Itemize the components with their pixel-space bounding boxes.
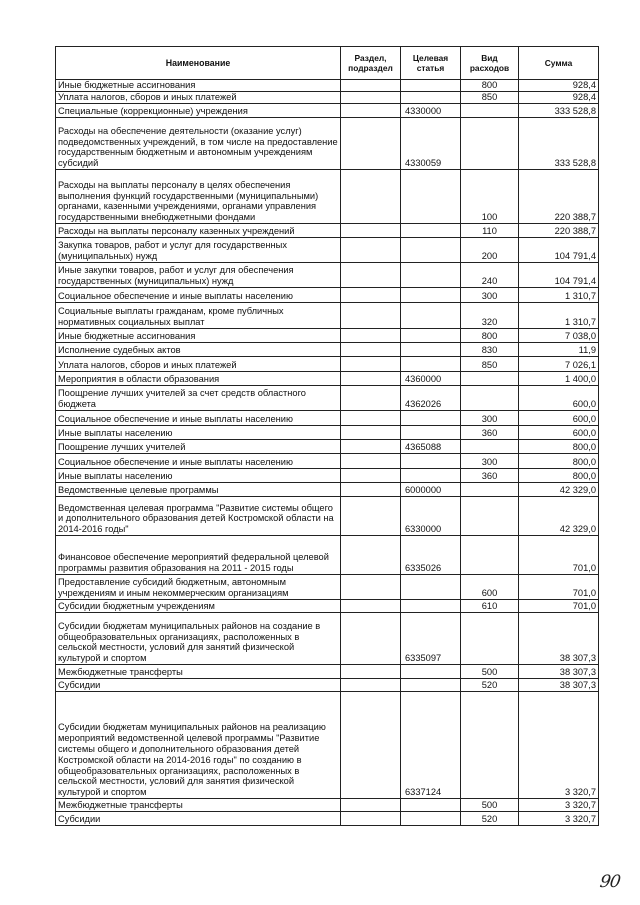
row-amount: 600,0: [519, 426, 599, 440]
row-section: [341, 80, 401, 92]
row-name: Специальные (коррекционные) учреждения: [56, 104, 341, 118]
page-number: 90: [598, 872, 622, 892]
row-name: Предоставление субсидий бюджетным, автономным учреждениям и иным некоммерческим организациям: [56, 575, 341, 600]
row-section: [341, 329, 401, 343]
row-name: Мероприятия в области образования: [56, 372, 341, 386]
row-amount: 104 791,4: [519, 263, 599, 288]
row-target: [401, 80, 461, 92]
table-row: [56, 600, 599, 613]
table-row: [56, 386, 599, 411]
header-target: Целевая статья: [401, 47, 461, 80]
row-section: [341, 426, 401, 440]
row-kind: 830: [461, 343, 519, 357]
row-kind: [461, 118, 519, 170]
row-target: [401, 263, 461, 288]
row-target: [401, 288, 461, 303]
table-row: [56, 118, 599, 170]
row-section: [341, 679, 401, 692]
row-kind: [461, 497, 519, 536]
table-row: [56, 238, 599, 263]
row-kind: 800: [461, 329, 519, 343]
header-section: Раздел, подраздел: [341, 47, 401, 80]
row-amount: 38 307,3: [519, 613, 599, 665]
row-section: [341, 469, 401, 483]
row-target: [401, 799, 461, 812]
table-row: [56, 80, 599, 92]
table-row: [56, 426, 599, 440]
row-amount: 11,9: [519, 343, 599, 357]
row-kind: [461, 536, 519, 575]
row-name: Иные бюджетные ассигнования: [56, 329, 341, 343]
row-name: Уплата налогов, сборов и иных платежей: [56, 357, 341, 372]
table-row: [56, 329, 599, 343]
row-section: [341, 575, 401, 600]
row-kind: [461, 372, 519, 386]
row-amount: 928,4: [519, 92, 599, 104]
row-amount: 38 307,3: [519, 665, 599, 679]
table-row: [56, 372, 599, 386]
row-target: 4330000: [401, 104, 461, 118]
row-target: [401, 665, 461, 679]
table-row: [56, 357, 599, 372]
row-amount: 38 307,3: [519, 679, 599, 692]
row-kind: [461, 613, 519, 665]
row-name: Иные закупки товаров, работ и услуг для обеспечения государственных (муниципальных) нужд: [56, 263, 341, 288]
row-name: Субсидии бюджетам муниципальных районов на реализацию мероприятий ведомственной целевой программы "Развитие системы общего и дополнительного образования детей Костромской области на 2014-2016 годы" по созданию в общеобразовательных организациях, расположенных в сельской местности, условий для занятия физической культурой и спортом: [56, 692, 341, 799]
row-amount: 1 310,7: [519, 303, 599, 329]
row-kind: [461, 440, 519, 454]
row-kind: 520: [461, 812, 519, 826]
row-target: [401, 600, 461, 613]
row-amount: 800,0: [519, 454, 599, 469]
row-kind: 300: [461, 288, 519, 303]
row-name: Закупка товаров, работ и услуг для государственных (муниципальных) нужд: [56, 238, 341, 263]
row-kind: 500: [461, 665, 519, 679]
row-kind: 240: [461, 263, 519, 288]
table-row: [56, 536, 599, 575]
table-row: [56, 665, 599, 679]
table-row: [56, 288, 599, 303]
row-section: [341, 454, 401, 469]
row-amount: 3 320,7: [519, 799, 599, 812]
row-section: [341, 238, 401, 263]
row-name: Иные выплаты населению: [56, 426, 341, 440]
row-section: [341, 263, 401, 288]
row-section: [341, 104, 401, 118]
row-target: [401, 224, 461, 238]
row-target: [401, 411, 461, 426]
row-target: [401, 426, 461, 440]
row-section: [341, 497, 401, 536]
row-kind: [461, 104, 519, 118]
row-target: 6337124: [401, 692, 461, 799]
row-name: Социальное обеспечение и иные выплаты населению: [56, 288, 341, 303]
row-kind: [461, 483, 519, 497]
table-row: [56, 799, 599, 812]
row-target: 6335097: [401, 613, 461, 665]
row-name: Социальное обеспечение и иные выплаты населению: [56, 454, 341, 469]
row-name: Расходы на выплаты персоналу в целях обеспечения выполнения функций государственными (муниципальными) органами, казенными учреждениями, органами управления государственными внебюджетными фондами: [56, 170, 341, 224]
row-name: Финансовое обеспечение мероприятий федеральной целевой программы развития образования на 2011 - 2015 годы: [56, 536, 341, 575]
row-target: 6335026: [401, 536, 461, 575]
row-section: [341, 343, 401, 357]
row-kind: 360: [461, 469, 519, 483]
row-target: [401, 303, 461, 329]
row-section: [341, 372, 401, 386]
table-row: [56, 343, 599, 357]
header-amount: Сумма: [519, 47, 599, 80]
row-name: Расходы на обеспечение деятельности (оказание услуг) подведомственных учреждений, в том числе на предоставление государственным бюджетным и автономным учреждениям субсидий: [56, 118, 341, 170]
row-amount: 701,0: [519, 600, 599, 613]
table-row: [56, 170, 599, 224]
row-kind: [461, 386, 519, 411]
row-target: 6000000: [401, 483, 461, 497]
row-section: [341, 600, 401, 613]
row-kind: 850: [461, 92, 519, 104]
row-section: [341, 357, 401, 372]
row-amount: 220 388,7: [519, 170, 599, 224]
row-name: Поощрение лучших учителей за счет средств областного бюджета: [56, 386, 341, 411]
row-target: 4360000: [401, 372, 461, 386]
row-name: Поощрение лучших учителей: [56, 440, 341, 454]
row-kind: 800: [461, 80, 519, 92]
table-row: [56, 104, 599, 118]
row-kind: 850: [461, 357, 519, 372]
row-target: 4365088: [401, 440, 461, 454]
row-target: [401, 812, 461, 826]
row-target: [401, 454, 461, 469]
row-name: Субсидии бюджетам муниципальных районов на создание в общеобразовательных организациях, расположенных в сельской местности, условий для занятий физической культурой и спортом: [56, 613, 341, 665]
row-kind: 610: [461, 600, 519, 613]
header-name: Наименование: [56, 47, 341, 80]
row-kind: 320: [461, 303, 519, 329]
row-section: [341, 170, 401, 224]
row-amount: 600,0: [519, 386, 599, 411]
row-section: [341, 483, 401, 497]
table-row: [56, 692, 599, 799]
table-row: [56, 483, 599, 497]
row-target: [401, 238, 461, 263]
row-amount: 333 528,8: [519, 104, 599, 118]
row-amount: 7 038,0: [519, 329, 599, 343]
row-kind: 600: [461, 575, 519, 600]
row-name: Исполнение судебных актов: [56, 343, 341, 357]
row-target: [401, 575, 461, 600]
table-row: [56, 679, 599, 692]
row-amount: 701,0: [519, 575, 599, 600]
row-name: Субсидии: [56, 679, 341, 692]
row-kind: 100: [461, 170, 519, 224]
row-section: [341, 92, 401, 104]
table-row: [56, 224, 599, 238]
row-amount: 3 320,7: [519, 812, 599, 826]
row-amount: 800,0: [519, 469, 599, 483]
row-kind: 300: [461, 454, 519, 469]
table-row: [56, 497, 599, 536]
row-target: [401, 469, 461, 483]
table-row: [56, 575, 599, 600]
row-section: [341, 303, 401, 329]
row-amount: 333 528,8: [519, 118, 599, 170]
budget-table: [55, 46, 599, 826]
row-section: [341, 536, 401, 575]
row-section: [341, 812, 401, 826]
table-row: [56, 454, 599, 469]
row-kind: 200: [461, 238, 519, 263]
header-kind: Вид расходов: [461, 47, 519, 80]
row-section: [341, 692, 401, 799]
row-amount: 600,0: [519, 411, 599, 426]
table-row: [56, 92, 599, 104]
row-target: 4362026: [401, 386, 461, 411]
table-row: [56, 613, 599, 665]
row-target: [401, 92, 461, 104]
row-section: [341, 613, 401, 665]
row-section: [341, 288, 401, 303]
row-section: [341, 386, 401, 411]
row-section: [341, 440, 401, 454]
row-name: Субсидии бюджетным учреждениям: [56, 600, 341, 613]
row-target: 6330000: [401, 497, 461, 536]
row-kind: 520: [461, 679, 519, 692]
row-amount: 3 320,7: [519, 692, 599, 799]
row-target: 4330059: [401, 118, 461, 170]
row-name: Ведомственная целевая программа "Развитие системы общего и дополнительного образования детей Костромской области на 2014-2016 годы": [56, 497, 341, 536]
row-name: Межбюджетные трансферты: [56, 665, 341, 679]
row-amount: 42 329,0: [519, 483, 599, 497]
row-kind: 110: [461, 224, 519, 238]
row-amount: 220 388,7: [519, 224, 599, 238]
row-section: [341, 665, 401, 679]
row-amount: 1 400,0: [519, 372, 599, 386]
row-name: Расходы на выплаты персоналу казенных учреждений: [56, 224, 341, 238]
row-amount: 1 310,7: [519, 288, 599, 303]
row-section: [341, 411, 401, 426]
table-row: [56, 411, 599, 426]
row-amount: 701,0: [519, 536, 599, 575]
row-kind: 300: [461, 411, 519, 426]
table-header-row: [56, 47, 599, 80]
row-amount: 800,0: [519, 440, 599, 454]
row-amount: 104 791,4: [519, 238, 599, 263]
table-row: [56, 303, 599, 329]
row-kind: 360: [461, 426, 519, 440]
table-row: [56, 469, 599, 483]
row-target: [401, 357, 461, 372]
row-section: [341, 118, 401, 170]
row-name: Межбюджетные трансферты: [56, 799, 341, 812]
row-name: Субсидии: [56, 812, 341, 826]
row-name: Иные выплаты населению: [56, 469, 341, 483]
row-kind: 500: [461, 799, 519, 812]
row-amount: 42 329,0: [519, 497, 599, 536]
row-name: Уплата налогов, сборов и иных платежей: [56, 92, 341, 104]
row-name: Социальные выплаты гражданам, кроме публичных нормативных социальных выплат: [56, 303, 341, 329]
table-body: [56, 80, 599, 826]
row-target: [401, 679, 461, 692]
row-name: Социальное обеспечение и иные выплаты населению: [56, 411, 341, 426]
row-section: [341, 799, 401, 812]
row-target: [401, 343, 461, 357]
row-kind: [461, 692, 519, 799]
row-target: [401, 170, 461, 224]
row-name: Иные бюджетные ассигнования: [56, 80, 341, 92]
table-row: [56, 812, 599, 826]
row-amount: 7 026,1: [519, 357, 599, 372]
row-target: [401, 329, 461, 343]
row-amount: 928,4: [519, 80, 599, 92]
table-row: [56, 263, 599, 288]
table-row: [56, 440, 599, 454]
row-name: Ведомственные целевые программы: [56, 483, 341, 497]
row-section: [341, 224, 401, 238]
